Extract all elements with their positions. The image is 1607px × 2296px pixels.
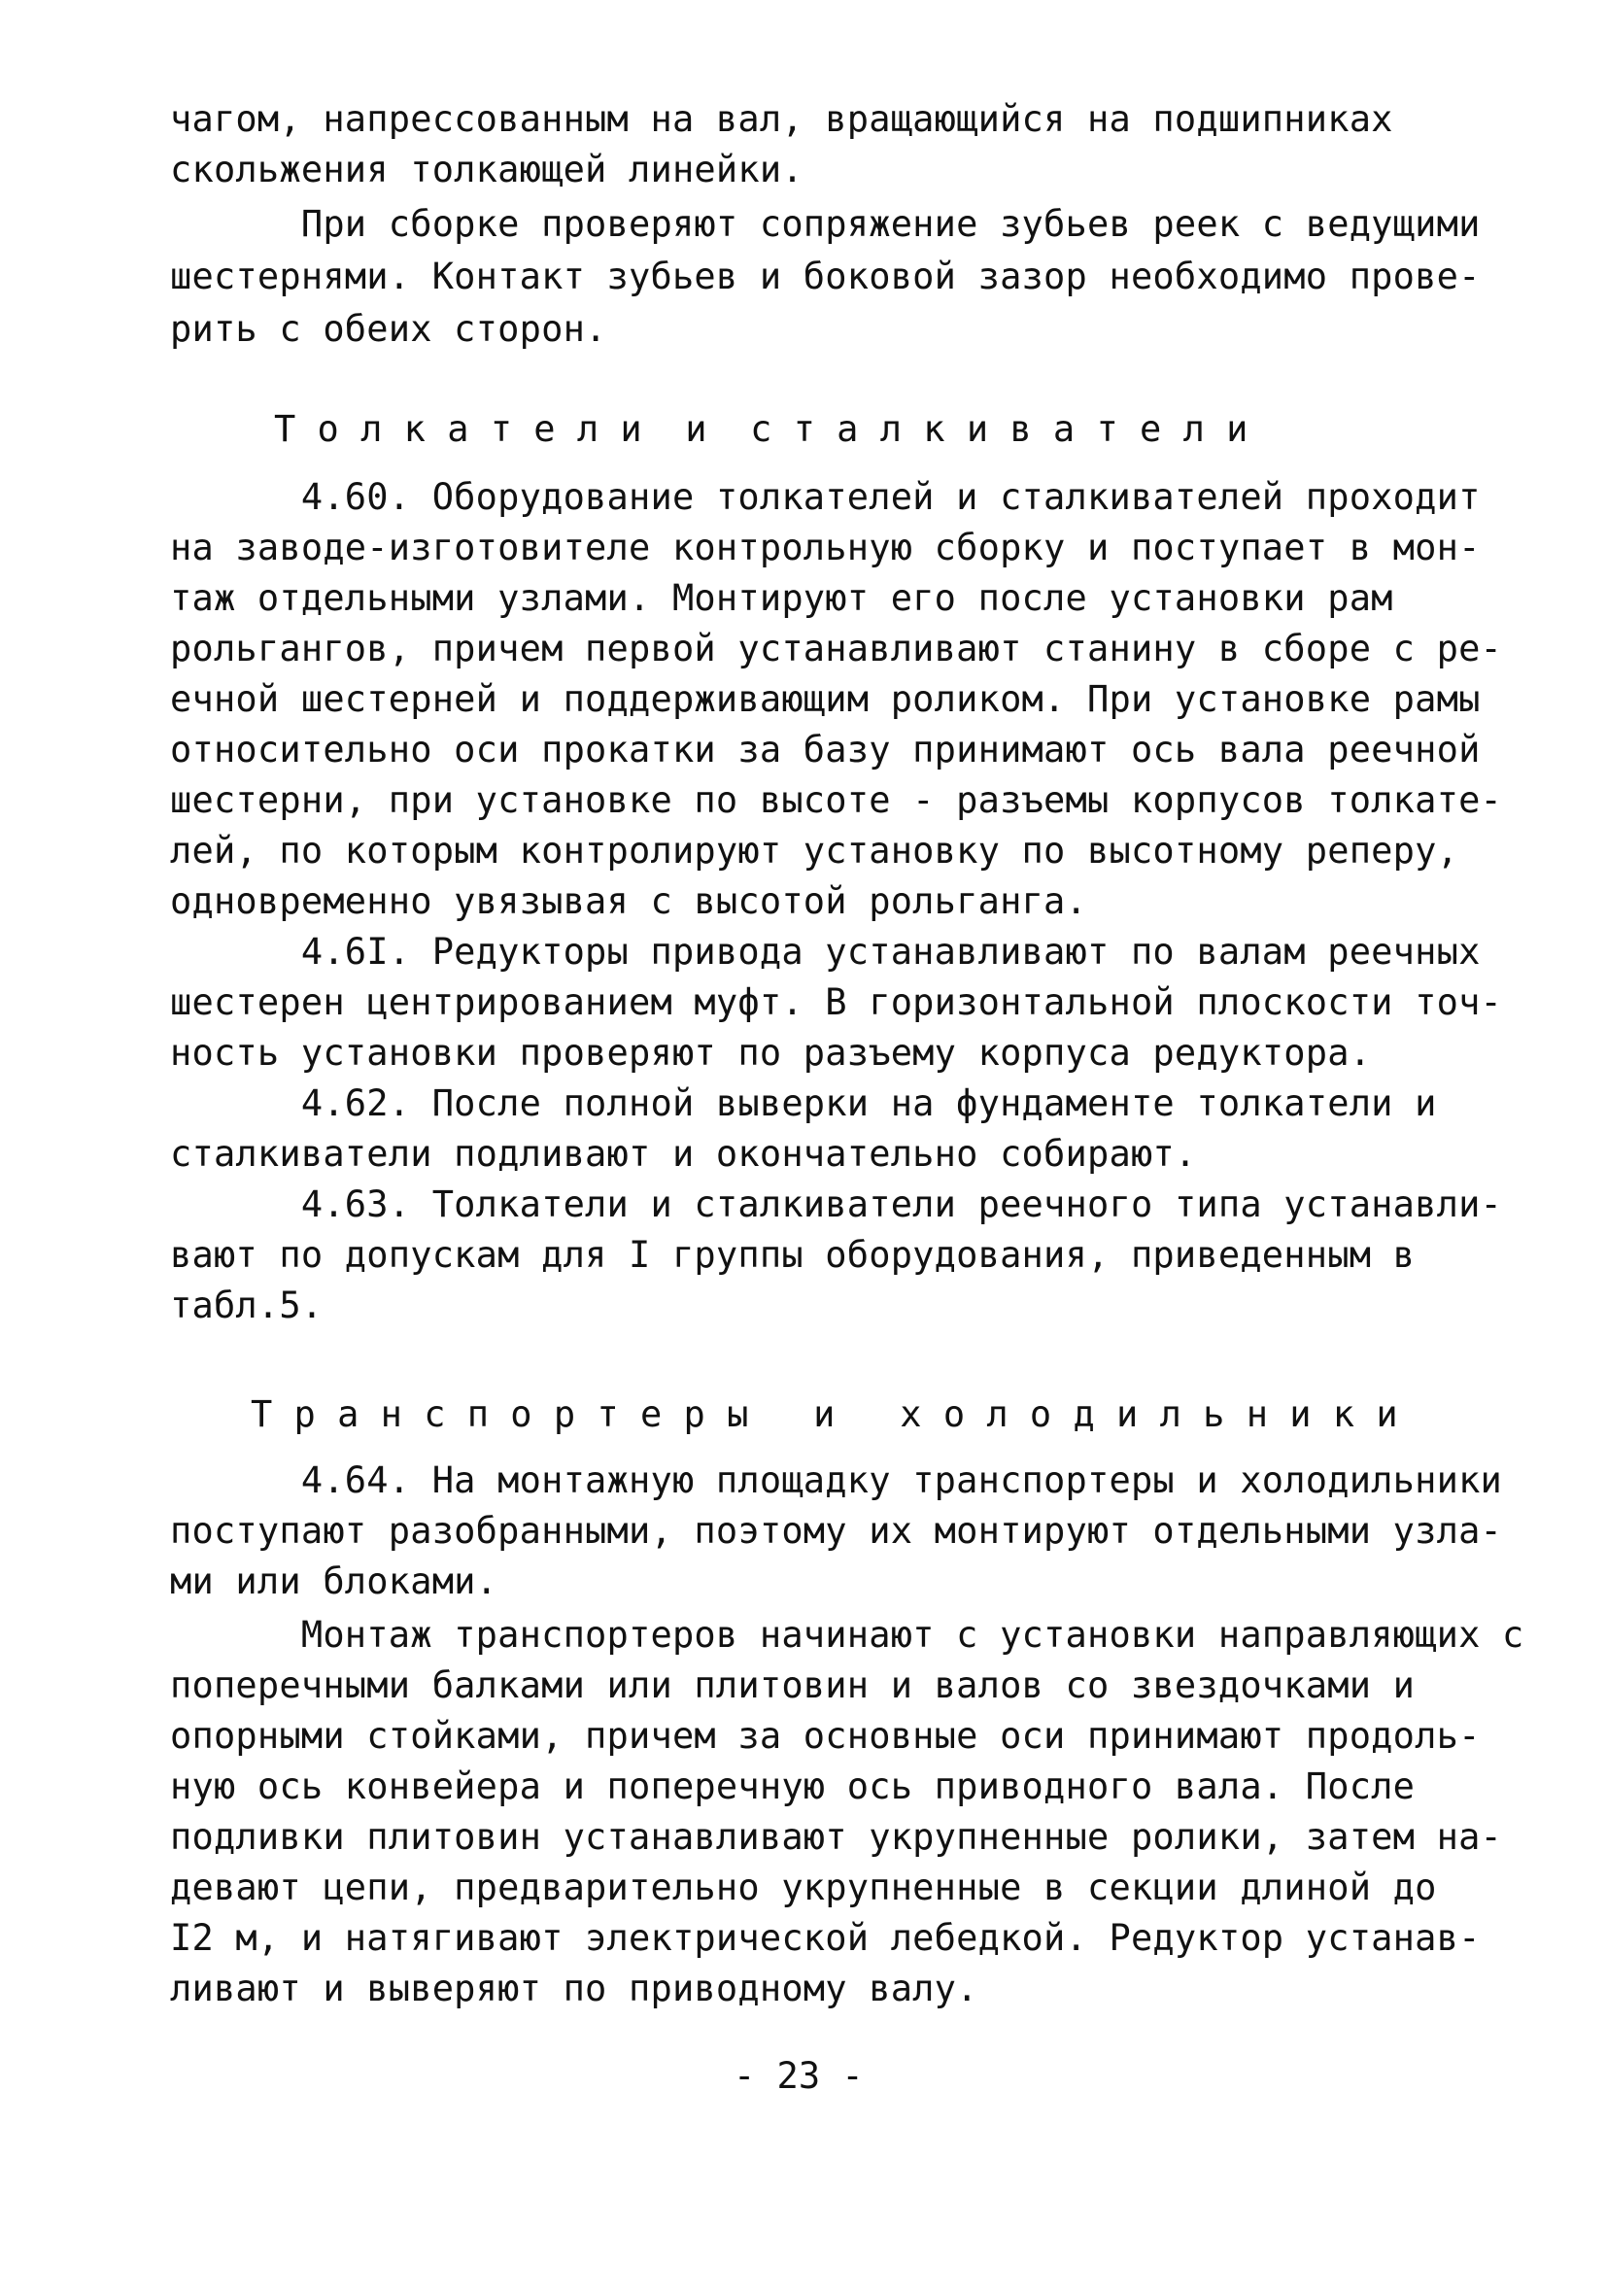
text-line: I2 м, и натягивают электрической лебедкой. Редуктор устанав- xyxy=(170,1917,1481,1959)
text-line: 4.63. Толкатели и сталкиватели реечного типа устанавли- xyxy=(170,1183,1503,1225)
text-line: на заводе-изготовителе контрольную сборку и поступает в мон- xyxy=(170,527,1481,568)
text-line: подливки плитовин устанавливают укрупненные ролики, затем на- xyxy=(170,1816,1503,1858)
text-line: 4.6I. Редукторы привода устанавливают по валам реечных xyxy=(170,931,1481,973)
text-line: поступают разобранными, поэтому их монтируют отдельными узла- xyxy=(170,1510,1503,1552)
text-line: табл.5. xyxy=(170,1285,324,1326)
text-line: девают цепи, предварительно укрупненные в секции длиной до xyxy=(170,1867,1437,1908)
section-heading: Т о л к а т е л и и с т а л к и в а т е л и xyxy=(274,408,1248,450)
text-line: ность установки проверяют по разъему корпуса редуктора. xyxy=(170,1032,1372,1074)
text-line: рольгангов, причем первой устанавливают станину в сборе с ре- xyxy=(170,628,1503,669)
text-line: вают по допускам для I группы оборудования, приведенным в xyxy=(170,1234,1416,1276)
text-line: 4.60. Оборудование толкателей и сталкивателей проходит xyxy=(170,476,1481,518)
text-line: шестерен центрированием муфт. В горизонтальной плоскости точ- xyxy=(170,981,1503,1023)
text-line: лей, по которым контролируют установку по высотному реперу, xyxy=(170,830,1459,872)
text-line: При сборке проверяют сопряжение зубьев реек с ведущими xyxy=(170,203,1481,245)
text-line: одновременно увязывая с высотой рольганга. xyxy=(170,880,1087,922)
section-heading: Т р а н с п о р т е р ы и х о л о д и л ь н и к и xyxy=(251,1393,1398,1435)
text-line: шестернями. Контакт зубьев и боковой зазор необходимо прове- xyxy=(170,256,1481,297)
page-number: - 23 - xyxy=(734,2055,864,2097)
text-line: относительно оси прокатки за базу принимают ось вала реечной xyxy=(170,729,1481,771)
text-line: ливают и выверяют по приводному валу. xyxy=(170,1968,978,2009)
text-line: поперечными балками или плитовин и валов со звездочками и xyxy=(170,1664,1416,1706)
text-line: таж отдельными узлами. Монтируют его после установки рам xyxy=(170,577,1393,619)
text-line: ми или блоками. xyxy=(170,1560,498,1602)
text-line: ную ось конвейера и поперечную ось приводного вала. После xyxy=(170,1765,1416,1807)
text-line: 4.62. После полной выверки на фундаменте толкатели и xyxy=(170,1082,1437,1124)
text-line: сталкиватели подливают и окончательно собирают. xyxy=(170,1133,1197,1175)
text-line: рить с обеих сторон. xyxy=(170,308,607,350)
text-line: ечной шестерней и поддерживающим роликом. При установке рамы xyxy=(170,678,1481,720)
text-line: скольжения толкающей линейки. xyxy=(170,149,804,190)
text-line: чагом, напрессованным на вал, вращающийся на подшипниках xyxy=(170,98,1393,140)
text-line: опорными стойками, причем за основные оси принимают продоль- xyxy=(170,1715,1481,1757)
text-line: Монтаж транспортеров начинают с установки направляющих с xyxy=(170,1614,1524,1656)
text-line: шестерни, при установке по высоте - разъемы корпусов толкате- xyxy=(170,779,1503,821)
text-line: 4.64. На монтажную площадку транспортеры и холодильники xyxy=(170,1459,1503,1501)
